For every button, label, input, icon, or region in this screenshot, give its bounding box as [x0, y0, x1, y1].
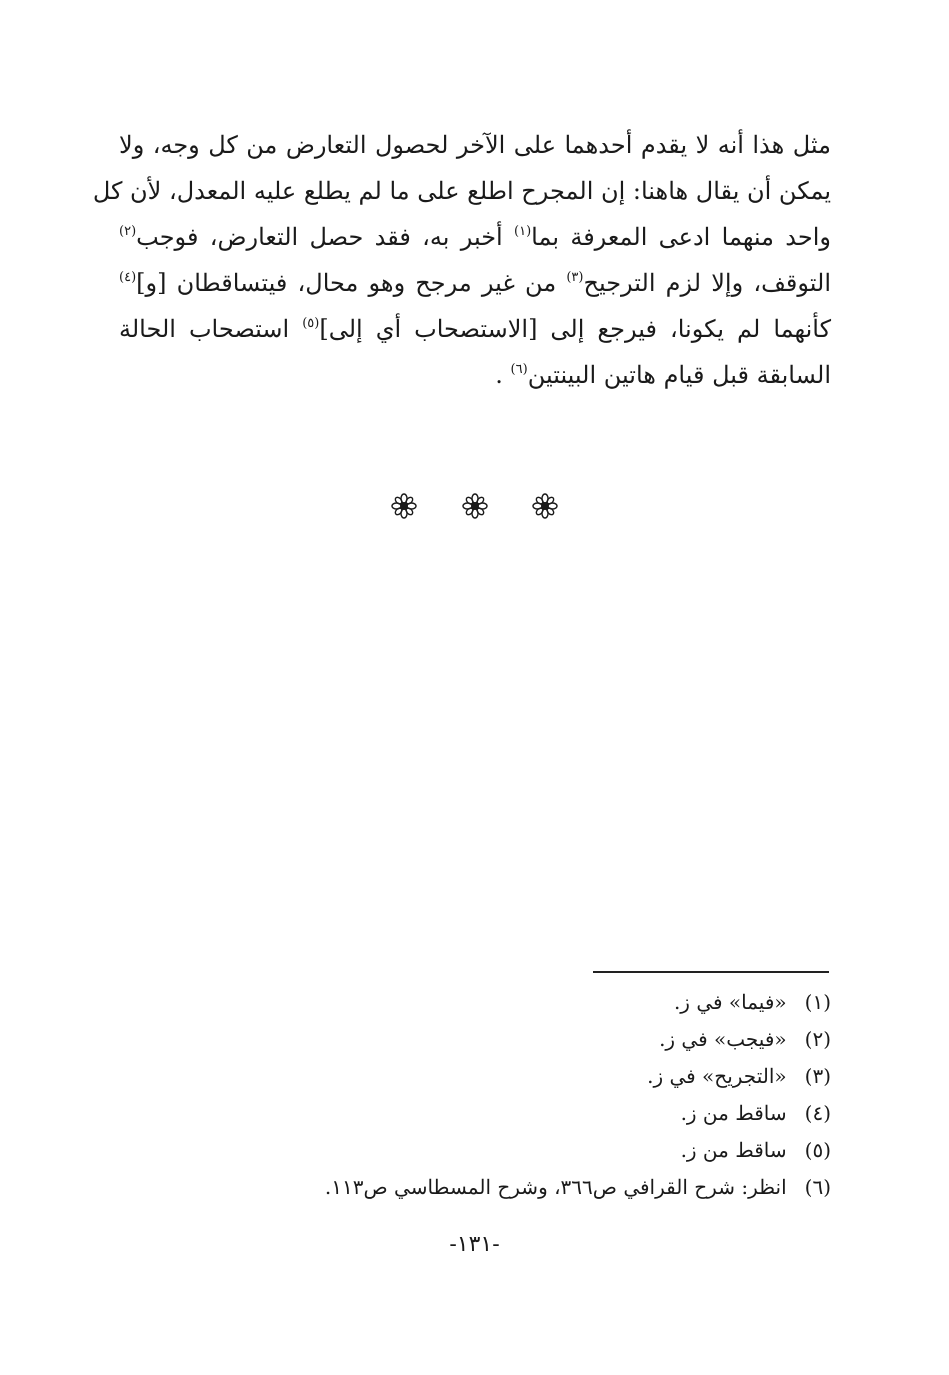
footnote-number: (٢) — [804, 1027, 831, 1051]
footnotes-list — [271, 984, 831, 1206]
footnote-item — [271, 1021, 831, 1058]
section-divider-ornaments — [0, 490, 949, 520]
footnote-item — [271, 984, 831, 1021]
flower-ornament-icon — [532, 493, 558, 519]
footnote-number: (٥) — [804, 1138, 831, 1162]
footnote-text: ساقط من ز. — [680, 1101, 787, 1125]
footnote-text: «التجريح» في ز. — [647, 1064, 787, 1088]
line-5-text-b: استصحاب الحالة — [119, 315, 303, 343]
footnote-ref-3[interactable]: (٣) — [566, 270, 584, 285]
footnote-item — [271, 1132, 831, 1169]
paragraph-line-5 — [119, 306, 831, 352]
line-4-text-a: التوقف، وإلا لزم الترجيح — [583, 269, 832, 297]
footnote-text: انظر: شرح القرافي ص٣٦٦، وشرح المسطاسي ص١١٣. — [324, 1175, 787, 1199]
line-4-text-b: من غير مرجح وهو محال، فيتساقطان [و] — [136, 269, 567, 297]
line-5-text-a: كأنهما لم يكونا، فيرجع إلى [الاستصحاب أي إلى] — [319, 315, 832, 343]
footnote-item — [271, 1095, 831, 1132]
footnote-separator — [593, 971, 829, 973]
footnote-ref-6[interactable]: (٦) — [510, 362, 528, 377]
paragraph-line-6 — [119, 352, 831, 398]
flower-ornament-icon — [462, 493, 488, 519]
main-paragraph — [92, 122, 832, 398]
line-3-text-a: واحد منهما ادعى المعرفة بما — [531, 223, 831, 251]
footnote-ref-4[interactable]: (٤) — [119, 270, 137, 285]
footnote-number: (٤) — [804, 1101, 831, 1125]
footnote-ref-2[interactable]: (٢) — [119, 224, 137, 239]
paragraph-line-4 — [119, 260, 831, 306]
line-6-text-a: السابقة قبل قيام هاتين البينتين — [527, 361, 831, 389]
footnote-text: ساقط من ز. — [680, 1138, 787, 1162]
footnote-ref-5[interactable]: (٥) — [302, 316, 320, 331]
footnote-ref-1[interactable]: (١) — [514, 224, 532, 239]
footnote-text: «فيجب» في ز. — [659, 1027, 787, 1051]
footnote-number: (٦) — [804, 1175, 831, 1199]
line-6-text-b: . — [495, 361, 511, 389]
paragraph-line-3 — [119, 214, 831, 260]
footnote-number: (١) — [804, 990, 831, 1014]
page-number: -١٣١- — [449, 1232, 500, 1257]
paragraph-line-1: مثل هذا أنه لا يقدم أحدهما على الآخر لحصول التعارض من كل وجه، ولا — [119, 131, 831, 159]
line-3-text-b: أخبر به، فقد حصل التعارض، فوجب — [136, 223, 515, 251]
footnote-number: (٣) — [804, 1064, 831, 1088]
footnote-item — [271, 1058, 831, 1095]
footnote-item — [271, 1169, 831, 1206]
flower-ornament-icon — [391, 493, 417, 519]
footnote-text: «فيما» في ز. — [673, 990, 787, 1014]
paragraph-line-2: يمكن أن يقال هاهنا: إن المجرح اطلع على ما لم يطلع عليه المعدل، لأن كل — [92, 177, 831, 205]
